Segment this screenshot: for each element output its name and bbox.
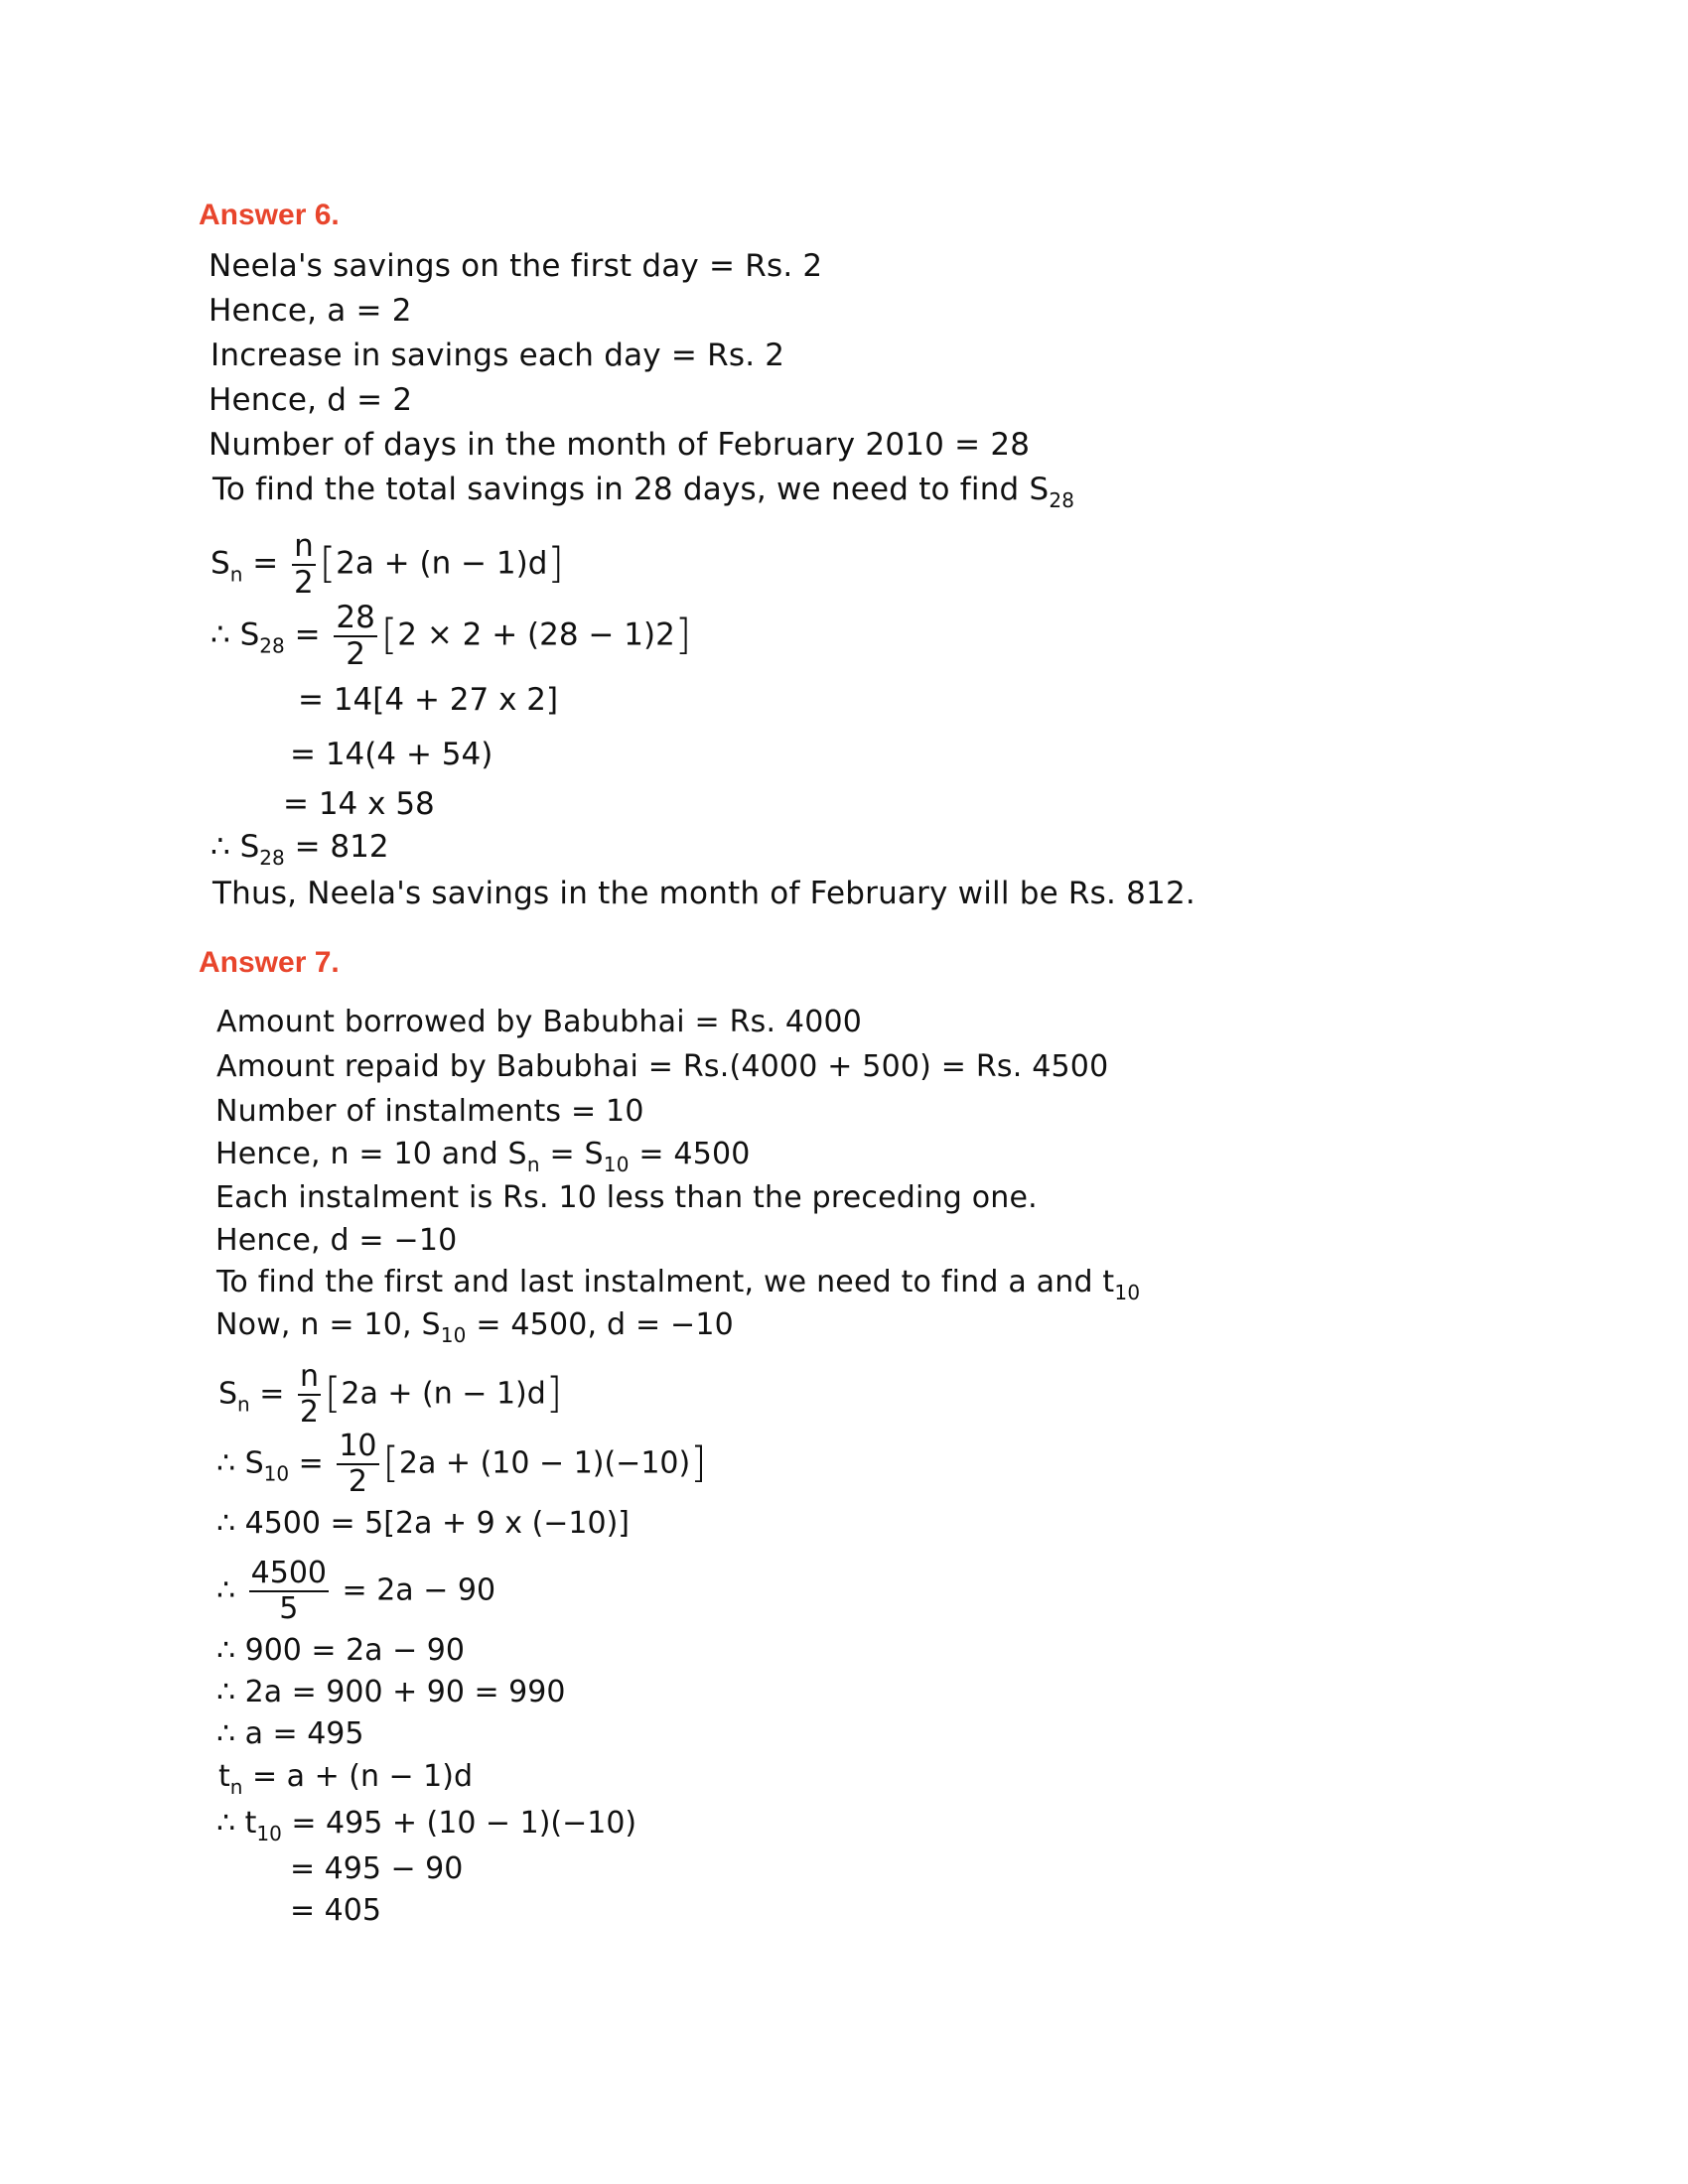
text-line: Number of days in the month of February 2010 = 28: [209, 427, 1031, 463]
sum-step-2: ∴ 4500 = 5[2a + 9 x (−10)]: [216, 1506, 630, 1541]
sum-step-6: ∴ a = 495: [216, 1716, 364, 1751]
text-line: Increase in savings each day = Rs. 2: [211, 338, 785, 373]
term-formula: $t_n = a + (n - 1)d$: [218, 1759, 474, 1799]
sum-step-4: ∴ 900 = 2a − 90: [216, 1633, 465, 1668]
sum-step-4: = 14 x 58: [283, 786, 435, 822]
text-line: Hence, n = 10 and $S_n = S_{10} = 4500$: [215, 1137, 751, 1176]
text-line: Number of instalments = 10: [215, 1094, 644, 1129]
text-line: Hence, d = 2: [209, 382, 413, 418]
sum-formula: $S_n$ = $\frac{n}{2}$ [2a + (n − 1)d]: [211, 528, 564, 601]
text-line: To find the total savings in 28 days, we need to find $S_{28}$: [212, 472, 1075, 512]
text-line: Hence, a = 2: [209, 293, 412, 329]
sum-formula: $S_n$ = $\frac{n}{2}$ [2a + (n − 1)d]: [218, 1359, 563, 1430]
term-step-2: = 495 − 90: [290, 1851, 464, 1886]
text-line: Each instalment is Rs. 10 less than the preceding one.: [215, 1180, 1038, 1215]
text-line: Neela's savings on the first day = Rs. 2: [209, 248, 823, 284]
text-line: Amount borrowed by Babubhai = Rs. 4000: [216, 1005, 863, 1039]
text-line: Now, n = 10, $S_{10} = 4500$, d = −10: [215, 1307, 734, 1347]
conclusion-text: Thus, Neela's savings in the month of February will be Rs. 812.: [212, 876, 1196, 911]
sum-step-3: ∴ $\frac{4500}{5}$ = 2a − 90: [216, 1556, 496, 1626]
sum-result: ∴ $S_{28} = 812$: [211, 829, 389, 870]
sum-step-2: = 14[4 + 27 x 2]: [298, 682, 559, 718]
answer-6-heading: Answer 6.: [199, 199, 340, 231]
sum-step-5: ∴ 2a = 900 + 90 = 990: [216, 1675, 566, 1709]
term-step-1: ∴ $t_{10} = 495 + (10 - 1)(-10)$: [216, 1806, 637, 1845]
answer-7-heading: Answer 7.: [199, 946, 340, 979]
sum-step-1: ∴ $S_{28}$ = $\frac{28}{2}$ [2 × 2 + (28 − 1)2]: [211, 600, 692, 672]
sum-step-3: = 14(4 + 54): [290, 737, 493, 772]
text-line: Hence, d = −10: [215, 1223, 458, 1258]
text-line: To find the first and last instalment, we need to find a and $t_{10}$: [216, 1265, 1141, 1304]
text-line: Amount repaid by Babubhai = Rs.(4000 + 500) = Rs. 4500: [216, 1049, 1109, 1084]
sum-step-1: ∴ $S_{10}$ = $\frac{10}{2}$ [2a + (10 − 1)(−10)]: [216, 1429, 707, 1499]
term-step-3: = 405: [290, 1893, 381, 1928]
